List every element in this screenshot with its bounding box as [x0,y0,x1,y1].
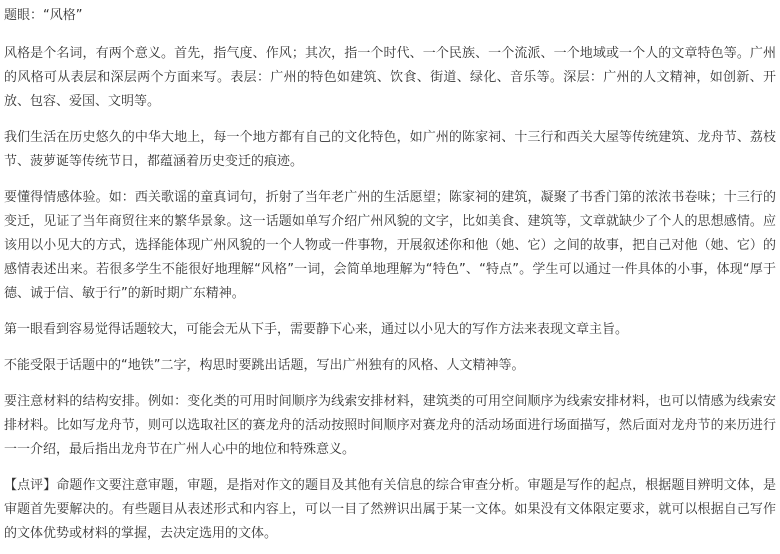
paragraph-cultural-features: 我们生活在历史悠久的中华大地上，每一个地方都有自己的文化特色，如广州的陈家祠、十三行和西关大屋等传统建筑、龙舟节、荔枝节、菠萝诞等传统节日，都蕴涵着历史变迁的痕迹。 [4,130,776,169]
paragraph-commentary: 【点评】命题作文要注意审题，审题，是指对作文的题目及其他有关信息的综合审查分析。审题是写作的起点，根据题目辨明文体，是审题首先要解决的。有些题目从表述形式和内容上，可以一目了然辨识出属于某一文体。如果没有文体限定要求，就可以根据自己写作的文体优势或材料的掌握，去决定选用的文体。 [4,478,776,541]
paragraph-structure-arrangement: 要注意材料的结构安排。例如：变化类的可用时间顺序为线索安排材料，建筑类的可用空间顺序为线索安排材料，也可以情感为线索安排材料。比如写龙舟节，则可以选取社区的赛龙舟的活动按照时间顺序对赛龙舟的活动场面进行场面描写，然后面对龙舟节的来历进行一一介绍，最后指出龙舟节在广州人心中的地位和特殊意义。 [4,394,776,457]
document-title: 题眼：“风格” [4,8,83,23]
paragraph-emotional-experience: 要懂得情感体验。如：西关歌谣的童真词句，折射了当年老广州的生活愿望；陈家祠的建筑，凝聚了书香门第的浓浓书卷味；十三行的变迁，见证了当年商贸往来的繁华景象。这一话题如单写介绍广州风貌的文字，比如美食、建筑等，文章就缺少了个人的思想感情。应该用以小见大的方式，选择能体现广州风貌的一个人物或一件事物，开展叙述你和他（她、它）之间的故事，把自己对他（她、它）的感情表述出来。若很多学生不能很好地理解“风格”一词，会简单地理解为“特色”、“特点”。学生可以通过一件具体的小事，体现“厚于德、诚于信、敏于行”的新时期广东精神。 [4,190,776,301]
paragraph-topic-scope: 不能受限于话题中的“地铁”二字，构思时要跳出话题，写出广州独有的风格、人文精神等。 [4,358,525,373]
paragraph-first-impression: 第一眼看到容易觉得话题较大，可能会无从下手，需要静下心来，通过以小见大的写作方法来表现文章主旨。 [4,322,629,337]
paragraph-style-definition: 风格是个名词，有两个意义。首先，指气度、作风；其次，指一个时代、一个民族、一个流派、一个地域或一个人的文章特色等。广州的风格可从表层和深层两个方面来写。表层：广州的特色如建筑、饮食、街道、绿化、音乐等。深层：广州的人文精神，如创新、开放、包容、爱国、文明等。 [4,46,776,109]
